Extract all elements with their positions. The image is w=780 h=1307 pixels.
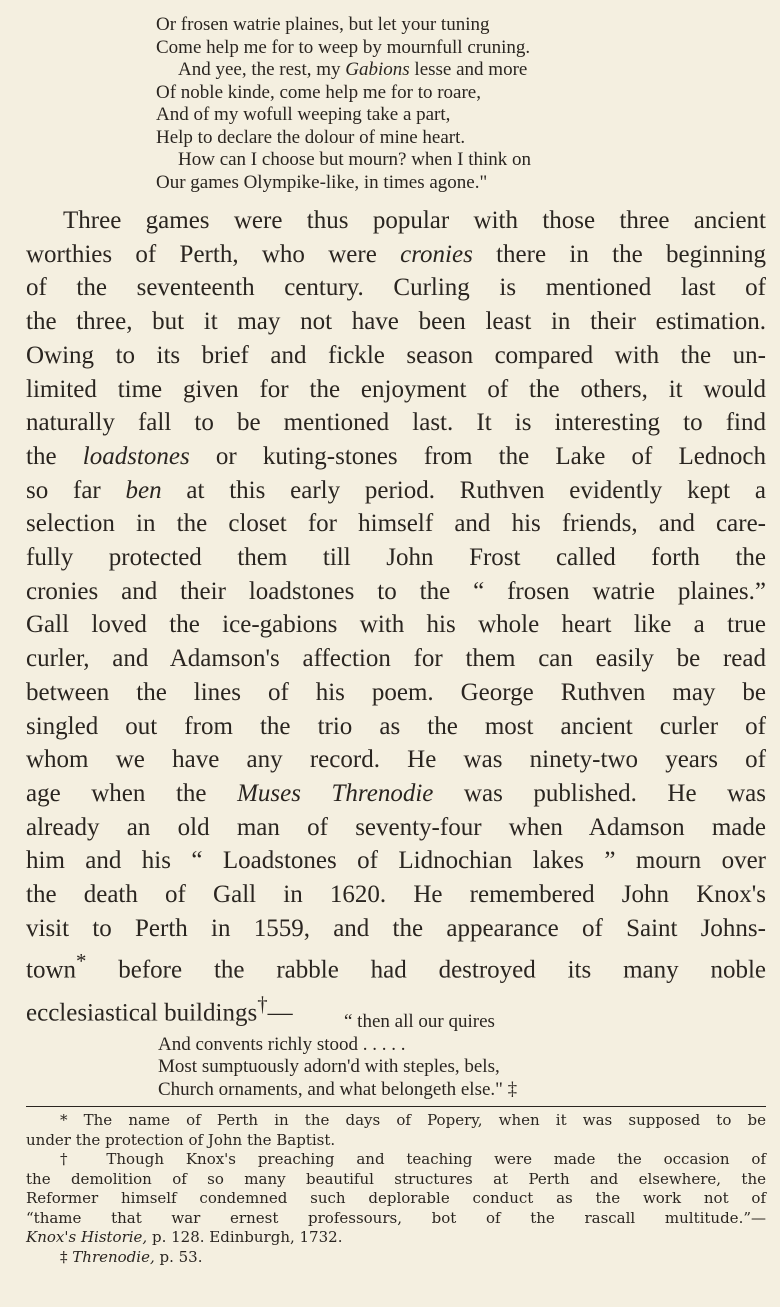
verse-line: Church ornaments, and what belongeth else." ‡ [158, 1078, 518, 1100]
text-line: visit to Perth in 1559, and the appearance of Saint Johns- [26, 914, 766, 942]
verse-quotation-top [156, 14, 531, 194]
footnote-line: † Though Knox's preaching and teaching were made the occasion of [60, 1150, 766, 1168]
text-line: worthies of Perth, who were cronies there in the beginning [26, 240, 766, 268]
footnote-line: under the protection of John the Baptist. [26, 1130, 336, 1149]
text-line: curler, and Adamson's affection for them can easily be read [26, 645, 766, 673]
text-line: Three games were thus popular with those three ancient [63, 207, 766, 234]
verse-line: And yee, the rest, my Gabions lesse and more [178, 59, 528, 80]
italic-term: ben [125, 476, 162, 504]
footnotes [26, 1111, 766, 1267]
italic-title: Threnodie, [72, 1247, 155, 1266]
verse-quotation-bottom [158, 1011, 517, 1101]
italic-term: Gabions [345, 59, 410, 80]
text-line: the loadstones or kuting-stones from the Lake of Lednoch [26, 442, 767, 470]
verse-line: And convents richly stood . . . . . [158, 1033, 406, 1055]
verse-line: Of noble kinde, come help me for to roare, [156, 81, 481, 103]
text-line: selection in the closet for himself and his friends, and care- [26, 510, 766, 538]
verse-line: How can I choose but mourn? when I think on [178, 149, 532, 170]
verse-line: Help to declare the dolour of mine heart. [156, 126, 466, 148]
text-line: the three, but it may not have been least in their estimation. [26, 308, 766, 336]
verse-line: Our games Olympike-like, in times agone." [156, 171, 488, 193]
italic-term: loadstones [82, 442, 190, 470]
footnote-divider [26, 1106, 766, 1107]
body-paragraph [26, 204, 766, 1030]
text-line: singled out from the trio as the most ancient curler of [26, 712, 766, 740]
text-line: him and his “ Loadstones of Lidnochian lakes ” mourn over [26, 847, 766, 875]
text-line: Owing to its brief and fickle season compared with the un- [26, 341, 766, 369]
text-line: fully protected them till John Frost called forth the [26, 544, 766, 572]
text-line: limited time given for the enjoyment of the others, it would [26, 375, 766, 403]
footnote-line: “thame that war ernest professours, bot of the rascall multitude.”— [26, 1208, 766, 1227]
footnote-line: Knox's Historie, p. 128. Edinburgh, 1732. [26, 1228, 343, 1246]
text-line: of the seventeenth century. Curling is mentioned last of [26, 274, 766, 302]
footnote-line: ‡ Threnodie, p. 53. [60, 1247, 203, 1266]
verse-line: And of my wofull weeping take a part, [156, 104, 451, 125]
italic-title: Muses Threnodie [237, 779, 434, 807]
italic-title: Knox's Historie, [26, 1228, 148, 1246]
footnote-marker: * [76, 949, 87, 974]
text-line: Gall loved the ice-gabions with his whole heart like a true [26, 611, 766, 639]
verse-line: Or frosen watrie plaines, but let your tuning [156, 14, 490, 35]
footnote-line: * The name of Perth in the days of Popery, when it was supposed to be [60, 1111, 766, 1129]
verse-line: Most sumptuously adorn'd with steples, bels, [158, 1056, 500, 1077]
text-line: age when the Muses Threnodie was published. He was [26, 779, 766, 807]
text-line: town* before the rabble had destroyed its many noble [26, 949, 766, 984]
footnote-line: the demolition of so many beautiful structures at Perth and elsewhere, the [26, 1169, 766, 1188]
text-line: so far ben at this early period. Ruthven evidently kept a [26, 476, 766, 504]
text-line: already an old man of seventy-four when Adamson made [26, 813, 766, 841]
text-line: cronies and their loadstones to the “ frosen watrie plaines.” [26, 577, 766, 605]
verse-line: “ then all our quires [344, 1011, 495, 1032]
text-line: naturally fall to be mentioned last. It is interesting to find [26, 409, 766, 437]
text-line: whom we have any record. He was ninety-two years of [26, 746, 766, 774]
verse-line: Come help me for to weep by mournfull cruning. [156, 36, 531, 58]
footnote-marker: † [257, 991, 268, 1016]
text-line: ecclesiastical buildings†— [26, 991, 293, 1026]
footnote-line: Reformer himself condemned such deplorable conduct as the work not of [26, 1189, 766, 1207]
text-line: between the lines of his poem. George Ruthven may be [26, 678, 766, 706]
italic-term: cronies [400, 240, 473, 268]
text-line: the death of Gall in 1620. He remembered John Knox's [26, 881, 766, 909]
